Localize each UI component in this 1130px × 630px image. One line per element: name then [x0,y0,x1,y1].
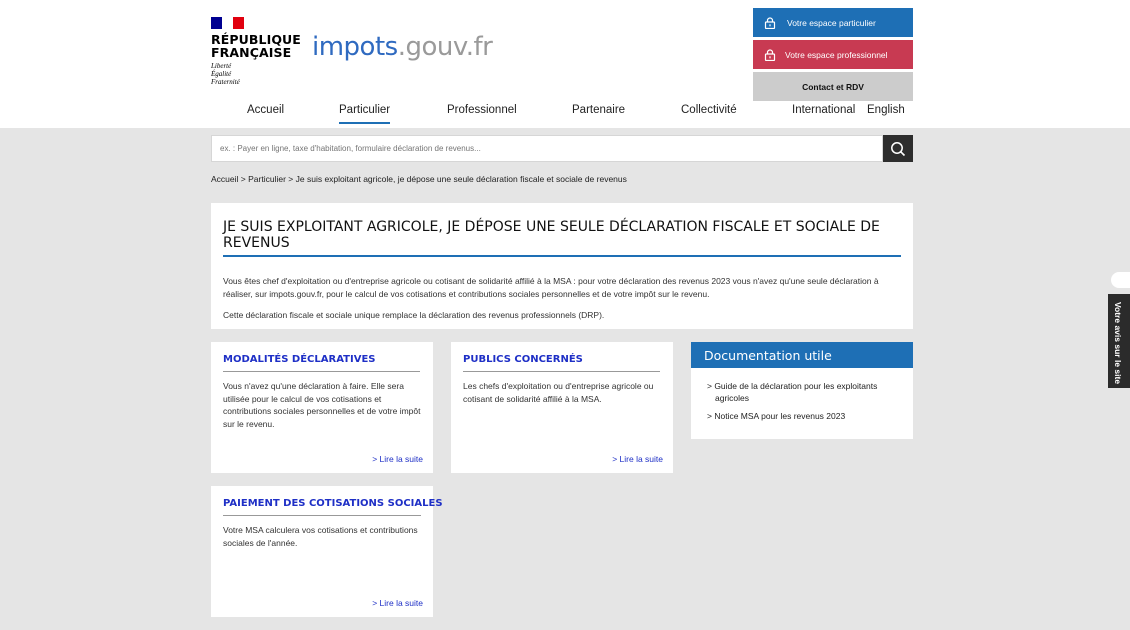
documentation-link-notice[interactable]: > Notice MSA pour les revenus 2023 [707,411,846,421]
main-nav [0,104,1130,128]
espace-particulier-button[interactable] [753,8,913,37]
intro-paragraph-1: Vous êtes chef d'exploitation ou d'entreprise agricole ou cotisant de solidarité affilié à la MSA : pour votre déclaration des revenus 2023 vous n'avez qu'une seule déclaration à réaliser, sur impots.gouv.fr, pour le calcul de vos cotisations et contributions sociales personnelles et de votre impôt sur le revenu. [223,276,879,299]
contact-rdv-label: Contact et RDV [802,81,864,92]
logo-part-2: .gouv.fr [397,32,493,62]
card-paiement [211,486,443,617]
rf-motto [211,62,301,86]
card-title[interactable]: MODALITÉS DÉCLARATIVES [223,354,420,372]
nav-professionnel[interactable]: Professionnel [447,104,517,116]
feedback-tab[interactable] [1108,294,1130,388]
motto-fraternite: Fraternité [211,78,240,86]
documentation-list [691,368,913,422]
intro-paragraph-2: Cette déclaration fiscale et sociale unique remplace la déclaration des revenus professionnels (DRP). [223,310,605,320]
documentation-title: Documentation utile [691,342,913,368]
espace-particulier-label: Votre espace particulier [787,17,876,28]
nav-partenaire[interactable]: Partenaire [572,104,626,116]
search-input[interactable] [211,135,883,162]
nav-accueil[interactable]: Accueil [247,104,285,116]
motto-egalite: Égalité [211,70,232,78]
lock-icon [764,49,776,61]
nav-particulier[interactable]: Particulier [339,104,390,124]
nav-collectivite[interactable]: Collectivité [681,104,737,116]
french-flag-icon [211,17,244,29]
espace-professionnel-label: Votre espace professionnel [785,49,888,60]
logo-part-1: impots [312,32,398,62]
card-body: Vous n'avez qu'une déclaration à faire. Elle sera utilisée pour le calcul de vos cotisations et contributions sociales personnelles et de votre impôt sur le revenu. [223,381,421,429]
motto-liberte: Liberté [211,62,232,70]
contact-rdv-button[interactable] [753,72,913,101]
feedback-widget [1108,272,1130,388]
search-icon [890,141,906,157]
feedback-label: Votre avis sur le site [1113,302,1123,385]
page-title: JE SUIS EXPLOITANT AGRICOLE, JE DÉPOSE UNE SEULE DÉCLARATION FISCALE ET SOCIALE DE REVENUS [223,219,901,257]
rf-line-1: RÉPUBLIQUE [211,32,301,47]
nav-english[interactable]: English [867,104,905,116]
card-title[interactable]: PAIEMENT DES COTISATIONS SOCIALES [223,498,421,516]
search-button[interactable] [883,135,913,162]
documentation-link-guide[interactable]: > Guide de la déclaration pour les exploitants agricoles [707,381,878,403]
rf-line-2: FRANÇAISE [211,45,292,60]
intro-panel [211,203,913,329]
read-more-link[interactable]: > Lire la suite [372,454,423,464]
breadcrumb [211,174,627,184]
speech-bubble-icon [1111,272,1130,288]
breadcrumb-home[interactable]: Accueil [211,174,239,184]
card-publics [451,342,673,473]
read-more-link[interactable]: > Lire la suite [372,598,423,608]
breadcrumb-separator: > [288,174,294,184]
card-title[interactable]: PUBLICS CONCERNÉS [463,354,660,372]
card-body: Les chefs d'exploitation ou d'entreprise agricole ou cotisant de solidarité affilié à la MSA. [463,381,654,404]
card-body: Votre MSA calculera vos cotisations et contributions sociales de l'année. [223,525,418,548]
impots-gouv-logo[interactable] [312,32,492,62]
breadcrumb-section[interactable]: Particulier [248,174,286,184]
breadcrumb-separator: > [240,174,246,184]
republique-francaise-logo[interactable] [211,17,301,86]
read-more-link[interactable]: > Lire la suite [612,454,663,464]
documentation-panel [691,342,913,439]
rf-name [211,33,301,59]
espace-professionnel-button[interactable] [753,40,913,69]
site-header [0,0,1130,128]
nav-international[interactable]: International [792,104,856,116]
breadcrumb-current: Je suis exploitant agricole, je dépose une seule déclaration fiscale et sociale de revenus [295,174,627,184]
lock-icon [764,17,776,29]
card-modalites [211,342,433,473]
